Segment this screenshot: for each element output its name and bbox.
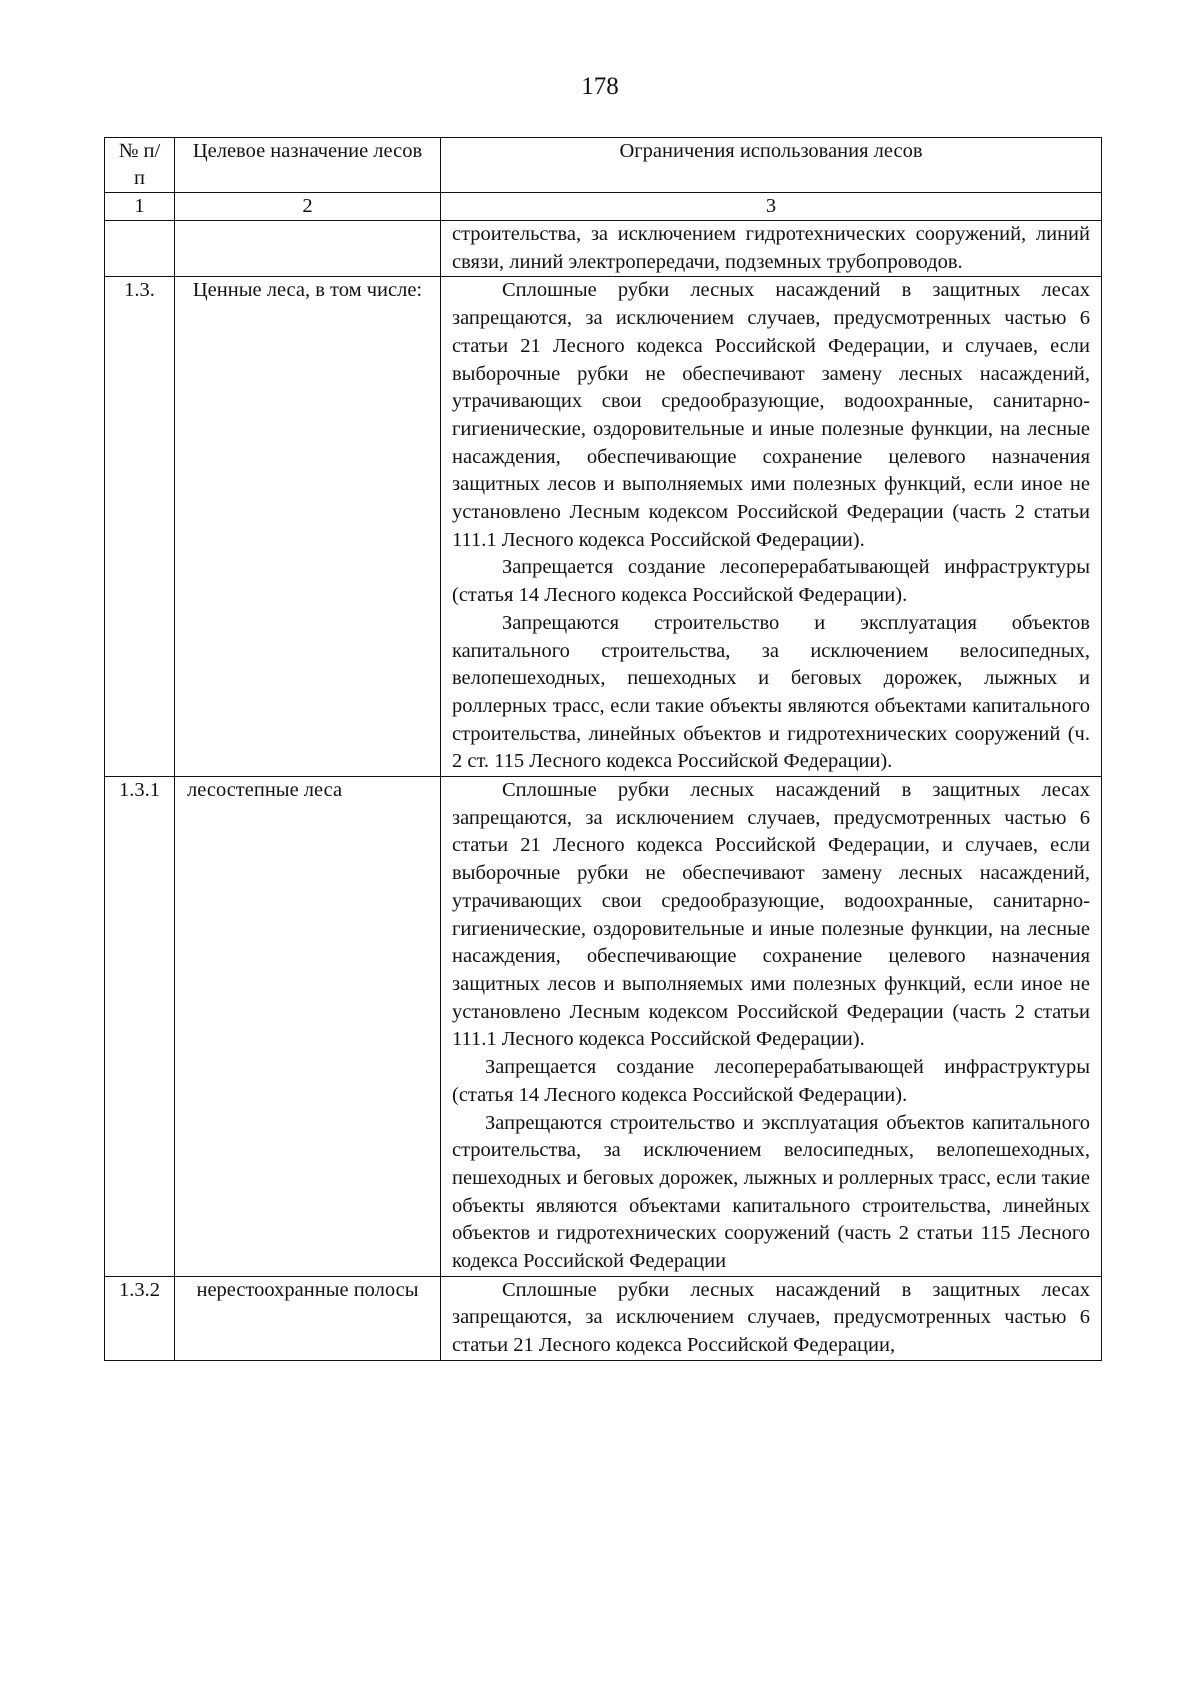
table-row (105, 777, 1102, 1277)
restriction-paragraph: Запрещаются строительство и эксплуатация объектов капитального строительства, за исключением велосипедных, велопешеходных, пешеходных и беговых дорожек, лыжных и роллерных трасс, если такие объекты являются объектами капитального строительства, линейных объектов и гидротехнических сооружений (часть 2 статьи 115 Лесного кодекса Российской Федерации (452, 1111, 1090, 1273)
table-row (105, 221, 1102, 277)
table-header-row (105, 138, 1102, 193)
row-purpose (175, 221, 441, 277)
header-restrictions: Ограничения использования лесов (441, 138, 1102, 193)
row-purpose: лесостепные леса (175, 777, 441, 1277)
row-number (105, 221, 175, 277)
restriction-paragraph: Запрещается создание лесоперерабатывающей инфраструктуры (статья 14 Лесного кодекса Российской Федерации). (452, 1056, 1090, 1106)
restriction-paragraph: Сплошные рубки лесных насаждений в защитных лесах запрещаются, за исключением случаев, предусмотренных частью 6 статьи 21 Лесного кодекса Российской Федерации, и случаев, если выборочные рубки не обеспечивают замену лесных насаждений, утрачивающих свои средообразующие, водоохранные, санитарно-гигиенические, оздоровительные и иные полезные функции, на лесные насаждения, обеспечивающие сохранение целевого назначения защитных лесов и выполняемых ими полезных функций, если иное не установлено Лесным кодексом Российской Федерации (часть 2 статьи 111.1 Лесного кодекса Российской Федерации). (452, 279, 1090, 551)
header-num: № п/п (105, 138, 175, 193)
column-number-row (105, 193, 1102, 221)
forest-restrictions-table (104, 137, 1102, 1361)
row-restrictions (441, 777, 1102, 1277)
row-number: 1.3. (105, 277, 175, 777)
row-purpose: нерестоохранные полосы (175, 1276, 441, 1360)
restriction-paragraph: Запрещается создание лесоперерабатывающей инфраструктуры (статья 14 Лесного кодекса Российской Федерации). (452, 556, 1090, 607)
table-row (105, 1276, 1102, 1360)
restriction-paragraph: Сплошные рубки лесных насаждений в защитных лесах запрещаются, за исключением случаев, предусмотренных частью 6 статьи 21 Лесного кодекса Российской Федерации, и случаев, если выборочные рубки не обеспечивают замену лесных насаждений, утрачивающих свои средообразующие, водоохранные, санитарно-гигиенические, оздоровительные и иные полезные функции, на лесные насаждения, обеспечивающие сохранение целевого назначения защитных лесов и выполняемых ими полезных функций, если иное не установлено Лесным кодексом Российской Федерации (часть 2 статьи 111.1 Лесного кодекса Российской Федерации). (452, 779, 1090, 1051)
row-restrictions (441, 1276, 1102, 1360)
table-row (105, 277, 1102, 777)
page-number: 178 (581, 73, 619, 100)
row-number: 1.3.1 (105, 777, 175, 1277)
row-restrictions (441, 221, 1102, 277)
row-restrictions (441, 277, 1102, 777)
column-number: 3 (441, 193, 1102, 221)
restriction-paragraph: Запрещаются строительство и эксплуатация объектов капитального строительства, за исключением велосипедных, велопешеходных, пешеходных и беговых дорожек, лыжных и роллерных трасс, если такие объекты являются объектами капитального строительства, линейных объектов и гидротехнических сооружений (ч. 2 ст. 115 Лесного кодекса Российской Федерации). (452, 611, 1090, 773)
restriction-paragraph: строительства, за исключением гидротехнических сооружений, линий связи, линий электропередачи, подземных трубопроводов. (452, 223, 1090, 273)
row-number: 1.3.2 (105, 1276, 175, 1360)
column-number: 1 (105, 193, 175, 221)
column-number: 2 (175, 193, 441, 221)
restriction-paragraph: Сплошные рубки лесных насаждений в защитных лесах запрещаются, за исключением случаев, предусмотренных частью 6 статьи 21 Лесного кодекса Российской Федерации, (452, 1278, 1090, 1357)
header-purpose: Целевое назначение лесов (175, 138, 441, 193)
row-purpose: Ценные леса, в том числе: (175, 277, 441, 777)
